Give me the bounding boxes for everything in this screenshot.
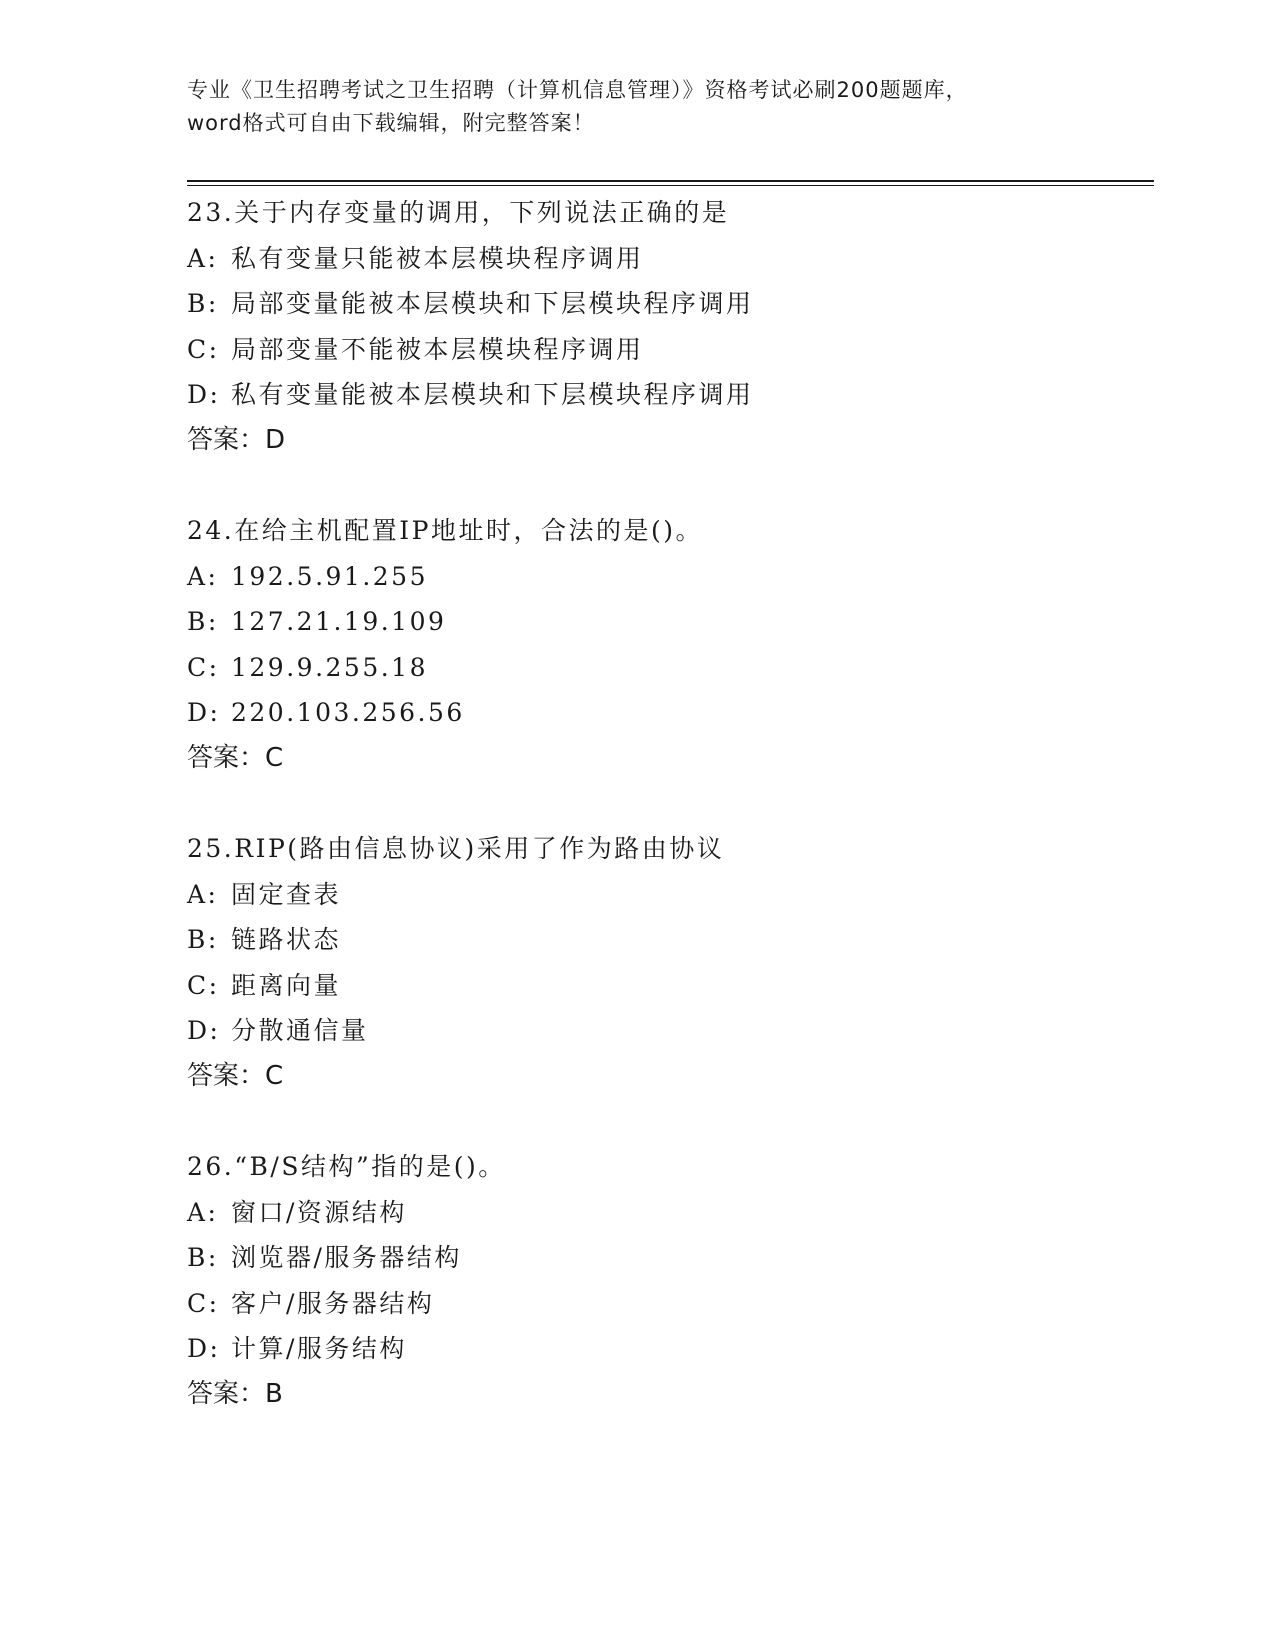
option-text: 私有变量只能被本层模块程序调用 — [231, 243, 644, 273]
question-block — [187, 508, 1087, 782]
question-stem: 24.在给主机配置IP地址时，合法的是()。 — [187, 516, 703, 545]
option-text: 计算/服务结构 — [231, 1334, 407, 1364]
option-key: C: — [187, 970, 220, 1000]
option-text: 私有变量能被本层模块和下层模块程序调用 — [231, 380, 754, 410]
header-divider-thick — [187, 180, 1154, 182]
question-block — [187, 826, 1087, 1100]
option-key: D: — [187, 380, 221, 410]
option-key: D: — [187, 1016, 221, 1046]
header-line-1: 专业《卫生招聘考试之卫生招聘（计算机信息管理）》资格考试必刷200题题库， — [187, 78, 968, 102]
answer-text: 答案：D — [187, 424, 286, 455]
header-line-2: word格式可自由下载编辑，附完整答案！ — [187, 111, 595, 135]
option-text: 220.103.256.56 — [231, 698, 465, 728]
option-d — [187, 1326, 1087, 1372]
option-c — [187, 327, 1087, 373]
question-stem: 26.“B/S结构”指的是()。 — [187, 1152, 506, 1181]
header-divider-thin — [187, 185, 1154, 186]
option-d — [187, 690, 1087, 736]
option-text: 客户/服务器结构 — [231, 1288, 435, 1318]
option-text: 127.21.19.109 — [231, 607, 447, 637]
option-text: 局部变量能被本层模块和下层模块程序调用 — [231, 289, 754, 319]
option-text: 192.5.91.255 — [231, 561, 428, 591]
question-stem: 23.关于内存变量的调用，下列说法正确的是 — [187, 198, 730, 227]
option-text: 分散通信量 — [231, 1016, 369, 1046]
question-block — [187, 1144, 1087, 1418]
option-key: B: — [187, 925, 219, 955]
option-d — [187, 372, 1087, 418]
option-key: A: — [187, 879, 219, 909]
option-b — [187, 281, 1087, 327]
option-key: C: — [187, 1288, 220, 1318]
option-d — [187, 1008, 1087, 1054]
option-c — [187, 645, 1087, 691]
option-key: A: — [187, 561, 219, 591]
option-key: B: — [187, 607, 219, 637]
question-stem: 25.RIP(路由信息协议)采用了作为路由协议 — [187, 834, 725, 863]
document-header — [187, 74, 1087, 140]
option-text: 浏览器/服务器结构 — [231, 1243, 462, 1273]
option-b — [187, 1235, 1087, 1281]
option-a — [187, 1190, 1087, 1236]
option-key: C: — [187, 652, 220, 682]
option-key: D: — [187, 1334, 221, 1364]
option-key: A: — [187, 1197, 219, 1227]
question-block — [187, 190, 1087, 464]
option-key: C: — [187, 334, 220, 364]
option-text: 129.9.255.18 — [231, 652, 428, 682]
answer-text: 答案：C — [187, 742, 284, 773]
option-b — [187, 599, 1087, 645]
option-text: 距离向量 — [231, 970, 342, 1000]
option-a — [187, 554, 1087, 600]
option-key: B: — [187, 1243, 219, 1273]
answer-text: 答案：B — [187, 1378, 283, 1409]
option-a — [187, 872, 1087, 918]
option-text: 固定查表 — [231, 879, 342, 909]
option-text: 链路状态 — [231, 925, 342, 955]
option-a — [187, 236, 1087, 282]
answer-text: 答案：C — [187, 1060, 284, 1091]
option-key: D: — [187, 698, 221, 728]
option-key: B: — [187, 289, 219, 319]
option-c — [187, 1281, 1087, 1327]
option-c — [187, 963, 1087, 1009]
option-b — [187, 917, 1087, 963]
option-key: A: — [187, 243, 219, 273]
option-text: 局部变量不能被本层模块程序调用 — [231, 334, 644, 364]
option-text: 窗口/资源结构 — [231, 1197, 407, 1227]
